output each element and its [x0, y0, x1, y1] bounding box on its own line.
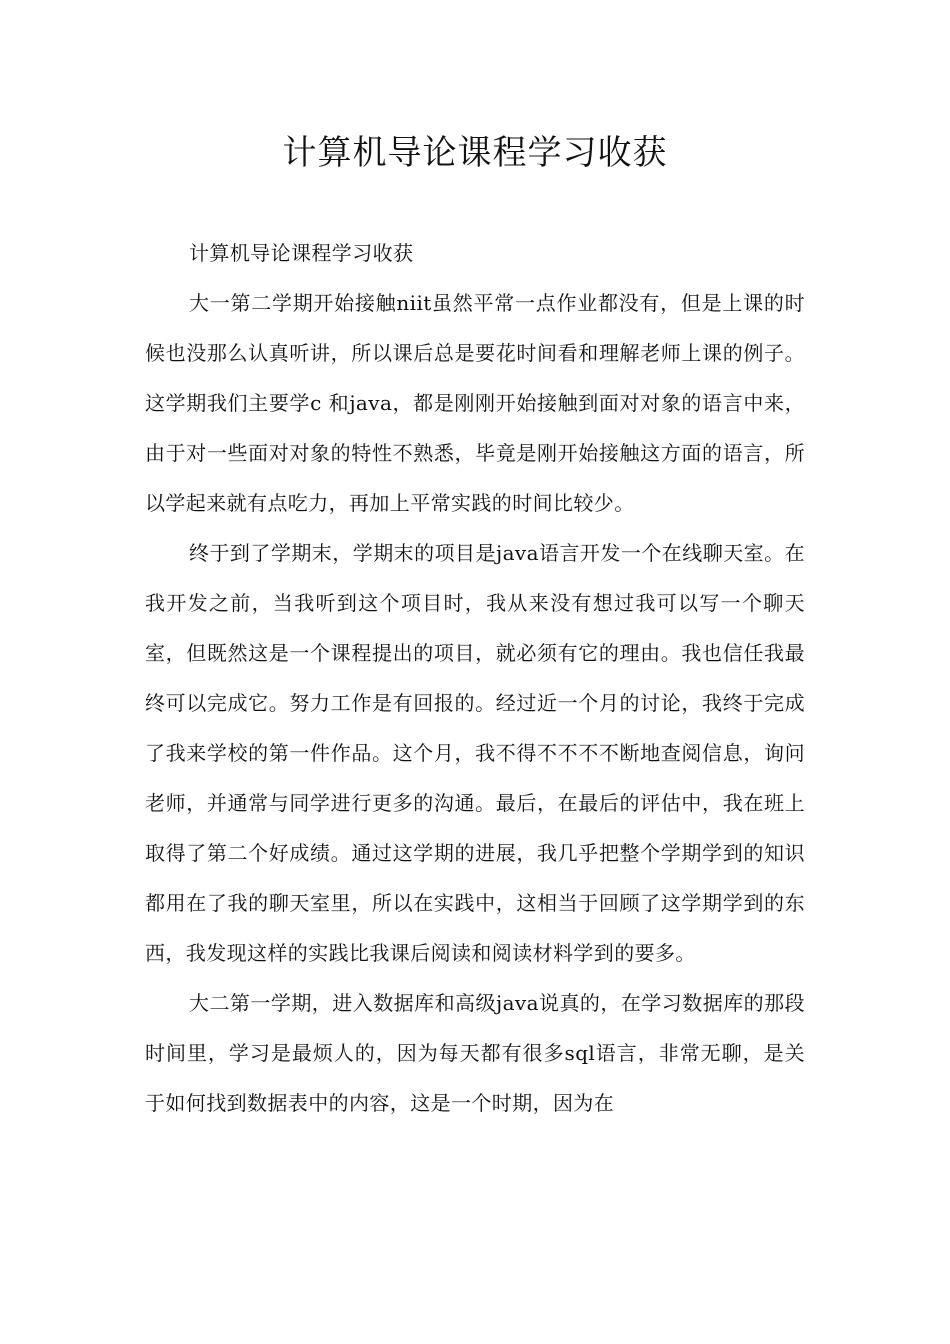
document-body: [145, 228, 805, 1128]
paragraph-term-end-project: 终于到了学期末，学期末的项目是java语言开发一个在线聊天室。在我开发之前，当我听到这个项目时，我从来没有想过我可以写一个聊天室，但既然这是一个课程提出的项目，就必须有它的理由。我也信任我最终可以完成它。努力工作是有回报的。经过近一个月的讨论，我终于完成了我来学校的第一件作品。这个月，我不得不不不不断地查阅信息，询问老师，并通常与同学进行更多的沟通。最后，在最后的评估中，我在班上取得了第二个好成绩。通过这学期的进展，我几乎把整个学期学到的知识都用在了我的聊天室里，所以在实践中，这相当于回顾了这学期学到的东西，我发现这样的实践比我课后阅读和阅读材料学到的要多。: [145, 541, 805, 965]
paragraph-first-term: 大一第二学期开始接触niit虽然平常一点作业都没有，但是上课的时候也没那么认真听讲，所以课后总是要花时间看和理解老师上课的例子。这学期我们主要学c 和java，都是刚刚开始接触到面对对象的语言中来，由于对一些面对对象的特性不熟悉，毕竟是刚开始接触这方面的语言，所以学起来就有点吃力，再加上平常实践的时间比较少。: [145, 291, 805, 515]
paragraph-second-year: 大二第一学期，进入数据库和高级java说真的，在学习数据库的那段时间里，学习是最烦人的，因为每天都有很多sql语言，非常无聊，是关于如何找到数据表中的内容，这是一个时期，因为在: [145, 991, 805, 1115]
document-title: 计算机导论课程学习收获: [282, 133, 668, 173]
paragraph-subtitle: 计算机导论课程学习收获: [189, 241, 414, 265]
